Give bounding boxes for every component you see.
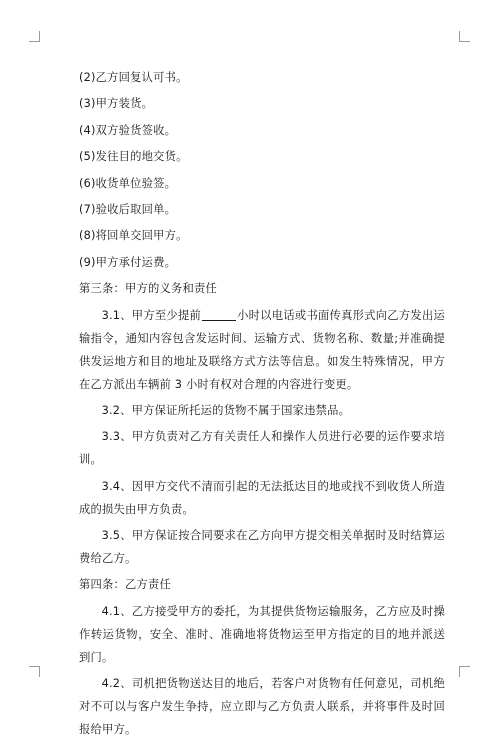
clause-3-1-lead: 3.1、甲方至少提前 (101, 308, 202, 322)
list-item: (3)甲方装货。 (79, 97, 154, 111)
clause-4-1: 4.1、乙方接受甲方的委托，为其提供货物运输服务，乙方应及时操作转运货物，安全、准时、准确地将货物运至甲方指定的目的地并派送到门。 (79, 604, 445, 664)
crop-mark-top-right (459, 31, 470, 42)
fill-in-blank (202, 307, 236, 321)
clause-4-2: 4.2、司机把货物送达目的地后，若客户对货物有任何意见，司机绝对不可以与客户发生争持，应立即与乙方负责人联系，并将事件及时回报给甲方。 (79, 677, 445, 737)
list-item: (8)将回单交回甲方。 (79, 229, 188, 243)
clause-3-2: 3.2、甲方保证所托运的货物不属于国家违禁品。 (101, 403, 351, 417)
list-item: (2)乙方回复认可书。 (79, 71, 188, 84)
crop-mark-bottom-right (459, 666, 470, 677)
list-item: (6)收货单位验签。 (79, 176, 177, 190)
crop-mark-top-left (29, 31, 40, 42)
clause-3-1 (79, 304, 445, 396)
clause-3-3: 3.3、甲方负责对乙方有关责任人和操作人员进行必要的运作要求培训。 (79, 430, 445, 467)
clause-3-1-rest: 小时以电话或书面传真形式向乙方发出运输指令，通知内容包含发运时间、运输方式、货物名称、数量;并准确提供发运地方和目的地址及联络方式方法等信息。如发生特殊情况，甲方在乙方派出车辆前 3 小时有权对合理的内容进行变更。 (79, 308, 445, 391)
list-item: (7)验收后取回单。 (79, 202, 177, 216)
list-item: (4)双方验货签收。 (79, 123, 177, 137)
document-body (79, 66, 445, 745)
list-item: (5)发往目的地交货。 (79, 150, 188, 164)
article-4-heading: 第四条：乙方责任 (79, 578, 171, 592)
clause-3-4: 3.4、因甲方交代不清而引起的无法抵达目的地或找不到收货人所造成的损失由甲方负责。 (79, 479, 445, 516)
article-3-heading: 第三条：甲方的义务和责任 (79, 282, 217, 296)
crop-mark-bottom-left (29, 666, 40, 677)
clause-3-5: 3.5、甲方保证按合同要求在乙方向甲方提交相关单据时及时结算运费给乙方。 (79, 529, 445, 566)
list-item: (9)甲方承付运费。 (79, 255, 177, 269)
